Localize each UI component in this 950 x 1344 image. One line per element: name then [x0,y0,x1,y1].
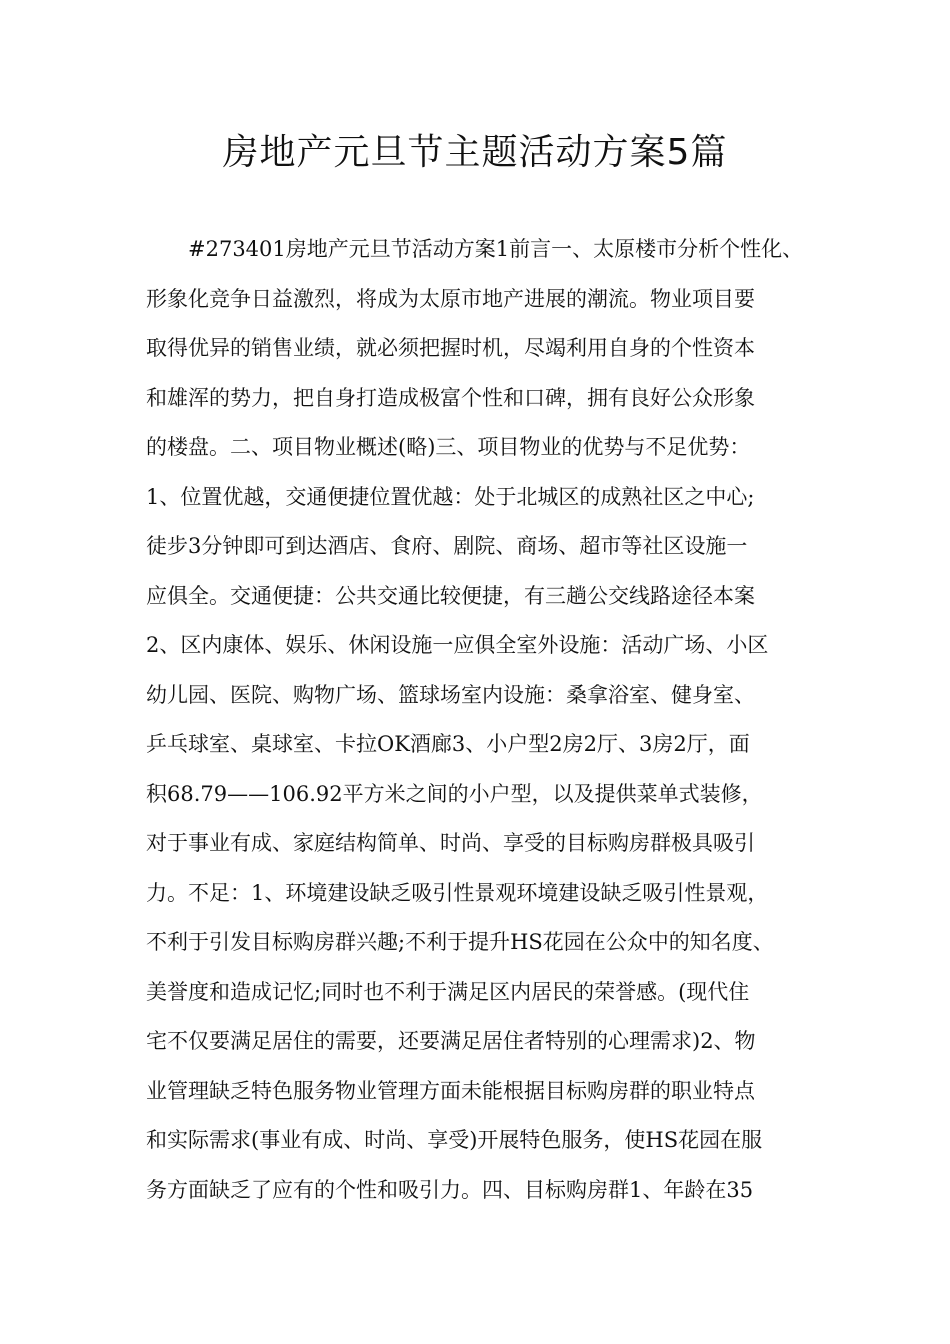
body-line: 和实际需求(事业有成、时尚、享受)开展特色服务，使HS花园在服 [146,1128,763,1152]
body-line: 徒步3分钟即可到达酒店、食府、剧院、商场、超市等社区设施一 [146,534,748,558]
body-line: 2、区内康体、娱乐、休闲设施一应俱全室外设施：活动广场、小区 [146,633,769,657]
body-line: 积68.79——106.92平方米之间的小户型，以及提供菜单式装修， [146,781,763,806]
body-line: 取得优异的销售业绩，就必须把握时机，尽竭利用自身的个性资本 [146,336,755,360]
body-line: 力。不足：1、环境建设缺乏吸引性景观环境建设缺乏吸引性景观， [146,880,769,905]
body-line: 不利于引发目标购房群兴趣;不利于提升HS花园在公众中的知名度、 [146,930,774,954]
body-line: 务方面缺乏了应有的个性和吸引力。四、目标购房群1、年龄在35 [146,1177,754,1202]
body-line: 业管理缺乏特色服务物业管理方面未能根据目标购房群的职业特点 [146,1078,755,1103]
body-line: 对于事业有成、家庭结构简单、时尚、享受的目标购房群极具吸引 [146,831,755,855]
body-line: #273401房地产元旦节活动方案1前言一、太原楼市分析个性化、 [188,237,804,261]
document-title: 房地产元旦节主题活动方案5篇 [222,132,728,173]
body-line: 的楼盘。二、项目物业概述(略)三、项目物业的优势与不足优势： [146,435,751,459]
body-line: 和雄浑的势力，把自身打造成极富个性和口碑，拥有良好公众形象 [146,385,755,410]
body-line: 幼儿园、医院、购物广场、篮球场室内设施：桑拿浴室、健身室、 [146,682,755,707]
body-line: 应俱全。交通便捷：公共交通比较便捷，有三趟公交线路途径本案 [146,583,755,608]
body-line: 美誉度和造成记忆;同时也不利于满足区内居民的荣誉感。(现代住 [146,979,750,1004]
body-line: 形象化竞争日益激烈，将成为太原市地产进展的潮流。物业项目要 [146,286,755,311]
body-line: 1、位置优越，交通便捷位置优越：处于北城区的成熟社区之中心; [146,484,755,509]
body-line: 乒乓球室、桌球室、卡拉OK酒廊3、小户型2房2厅、3房2厅，面 [146,732,750,756]
body-line: 宅不仅要满足居住的需要，还要满足居住者特别的心理需求)2、物 [146,1029,756,1053]
document-body [146,225,826,1215]
